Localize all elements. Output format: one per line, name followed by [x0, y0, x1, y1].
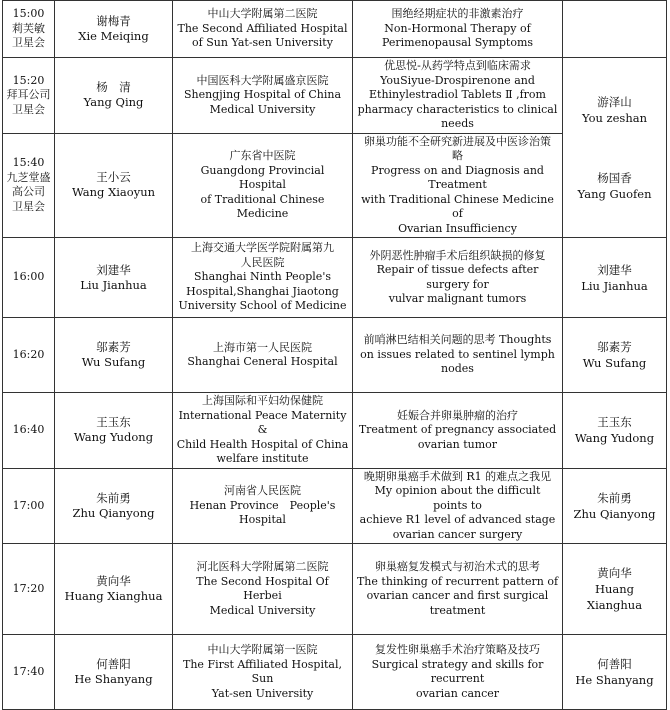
table-row: [3, 468, 667, 544]
chair-cell: [563, 58, 667, 238]
topic-cell: 外阴恶性肿瘤手术后组织缺损的修复 Repair of tissue defects after surgery for vulvar malignant tumors: [353, 238, 563, 318]
speaker-cell: 黄向华 Huang Xianghua: [55, 544, 173, 635]
time-cell: 17:20: [3, 544, 55, 635]
topic-cell: 晚期卵巢癌手术做到 R1 的难点之我见 My opinion about the difficult points to achieve R1 level of advanced stage ovarian cancer surgery: [353, 468, 563, 544]
chair-name: 朱前勇 Zhu Qianyong: [573, 490, 656, 521]
institution-cell: 中国医科大学附属盛京医院 Shengjing Hospital of China Medical University: [173, 58, 353, 134]
speaker-cell: 刘建华 Liu Jianhua: [55, 238, 173, 318]
table-row: [3, 58, 667, 134]
institution-cell: 上海国际和平妇幼保健院 International Peace Maternity & Child Health Hospital of China welfare institute: [173, 393, 353, 469]
time-cell: 17:00: [3, 468, 55, 544]
topic-cell: 前哨淋巴结相关问题的思考 Thoughts on issues related to sentinel lymph nodes: [353, 318, 563, 393]
topic-cell: 围绝经期症状的非激素治疗 Non-Hormonal Therapy of Perimenopausal Symptoms: [353, 1, 563, 58]
speaker-cell: 谢梅青 Xie Meiqing: [55, 1, 173, 58]
time-cell: 15:40 九芝堂盛 高公司 卫星会: [3, 133, 55, 238]
table-row: [3, 544, 667, 635]
table-row: [3, 635, 667, 710]
chair-cell: [563, 318, 667, 393]
time-cell: 17:40: [3, 635, 55, 710]
table-row: [3, 238, 667, 318]
chair-name: 杨国香 Yang Guofen: [577, 170, 652, 201]
speaker-cell: 邬素芳 Wu Sufang: [55, 318, 173, 393]
institution-cell: 河南省人民医院 Henan Province People's Hospital: [173, 468, 353, 544]
table-row: [3, 393, 667, 469]
speaker-cell: 朱前勇 Zhu Qianyong: [55, 468, 173, 544]
chair-name: 黄向华 Huang Xianghua: [586, 566, 643, 612]
chair-name: 邬素芳 Wu Sufang: [582, 340, 647, 370]
chair-name: 王玉东 Wang Yudong: [574, 415, 655, 446]
chair-name: 刘建华 Liu Jianhua: [581, 262, 648, 293]
speaker-cell: 何善阳 He Shanyang: [55, 635, 173, 710]
table-row: [3, 1, 667, 58]
institution-cell: 中山大学附属第二医院 The Second Affiliated Hospital of Sun Yat-sen University: [173, 1, 353, 58]
schedule-table: [2, 0, 667, 710]
topic-cell: 卵巢癌复发模式与初治术式的思考 The thinking of recurrent pattern of ovarian cancer and first surgical treatment: [353, 544, 563, 635]
chair-name: 游泽山 You zeshan: [581, 94, 647, 125]
time-cell: 15:00 莉芙敏 卫星会: [3, 1, 55, 58]
institution-cell: 河北医科大学附属第二医院 The Second Hospital Of Herbei Medical University: [173, 544, 353, 635]
time-cell: 16:40: [3, 393, 55, 469]
institution-cell: 上海市第一人民医院 Shanghai Ceneral Hospital: [173, 318, 353, 393]
topic-cell: 妊娠合并卵巢肿瘤的治疗 Treatment of pregnancy associated ovarian tumor: [353, 393, 563, 469]
topic-cell: 卵巢功能不全研究新进展及中医诊治策 略 Progress on and Diagnosis and Treatment with Traditional Chinese Medicine of Ovarian Insufficiency: [353, 133, 563, 238]
speaker-cell: 王小云 Wang Xiaoyun: [55, 133, 173, 238]
chair-name: 何善阳 He Shanyang: [575, 657, 654, 687]
topic-cell: 复发性卵巢癌手术治疗策略及技巧 Surgical strategy and skills for recurrent ovarian cancer: [353, 635, 563, 710]
time-cell: 16:20: [3, 318, 55, 393]
speaker-cell: 王玉东 Wang Yudong: [55, 393, 173, 469]
chair-cell: [563, 544, 667, 635]
chair-cell: [563, 238, 667, 318]
topic-cell: 优思悦-从药学特点到临床需求 YouSiyue-Drospirenone and Ethinylestradiol Tablets Ⅱ ,from pharmacy characteristics to clinical needs: [353, 58, 563, 134]
speaker-cell: 杨 清 Yang Qing: [55, 58, 173, 134]
chair-cell: [563, 1, 667, 58]
chair-cell: [563, 393, 667, 469]
institution-cell: 中山大学附属第一医院 The First Affiliated Hospital, Sun Yat-sen University: [173, 635, 353, 710]
institution-cell: 上海交通大学医学院附属第九 人民医院 Shanghai Ninth People's Hospital,Shanghai Jiaotong University School of Medicine: [173, 238, 353, 318]
time-cell: 15:20 拜耳公司 卫星会: [3, 58, 55, 134]
institution-cell: 广东省中医院 Guangdong Provincial Hospital of Traditional Chinese Medicine: [173, 133, 353, 238]
time-cell: 16:00: [3, 238, 55, 318]
chair-cell: [563, 635, 667, 710]
chair-cell: [563, 468, 667, 544]
table-row: [3, 318, 667, 393]
